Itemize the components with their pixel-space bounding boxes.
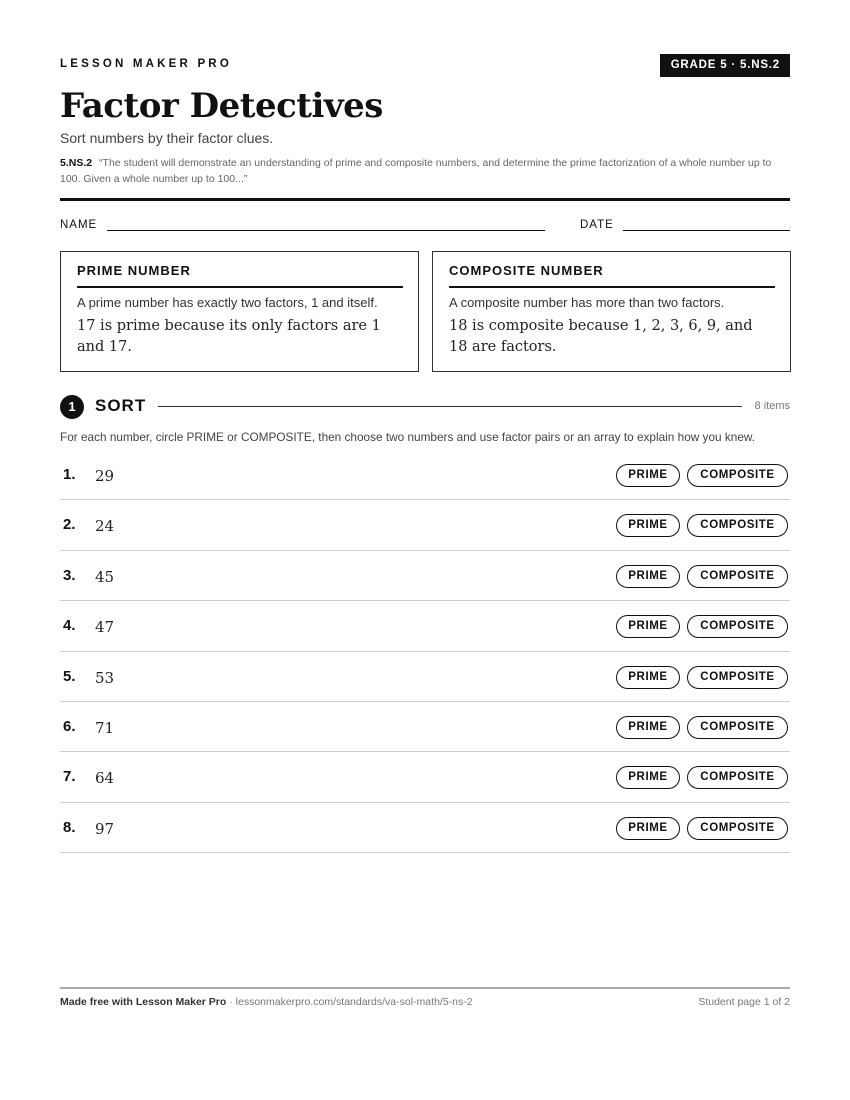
item-value: 47	[95, 618, 115, 637]
list-item	[60, 702, 790, 752]
item-number: 8.	[63, 818, 76, 836]
list-item	[60, 803, 790, 853]
prime-choice[interactable]: PRIME	[616, 666, 680, 689]
name-date-row	[60, 219, 790, 235]
footer-url[interactable]: lessonmakerpro.com/standards/va-sol-math/5-ns-2	[235, 996, 473, 1008]
item-value: 45	[95, 567, 115, 586]
definition-heading: PRIME NUMBER	[77, 263, 403, 288]
item-count: 8 items	[754, 400, 790, 412]
composite-choice[interactable]: COMPOSITE	[687, 565, 788, 588]
composite-definition-box	[432, 251, 791, 372]
composite-choice[interactable]: COMPOSITE	[687, 766, 788, 789]
prime-choice[interactable]: PRIME	[616, 464, 680, 487]
definition-text: A composite number has more than two factors.	[449, 295, 725, 310]
item-value: 71	[95, 718, 115, 737]
footer-page-info: Student page 1 of 2	[698, 996, 790, 1008]
list-item	[60, 551, 790, 601]
item-value: 53	[95, 668, 115, 687]
date-label: DATE	[580, 219, 614, 231]
standard-text: “The student will demonstrate an understanding of prime and composite numbers, and determine the prime factorization of a whole number up to 100. Given a whole number up to 100...”	[60, 157, 772, 185]
composite-choice[interactable]: COMPOSITE	[687, 716, 788, 739]
section-number-badge: 1	[60, 395, 84, 419]
footer-made-with: Made free with Lesson Maker Pro	[60, 996, 227, 1008]
item-number: 6.	[63, 717, 76, 735]
definition-heading: COMPOSITE NUMBER	[449, 263, 775, 288]
brand-name: LESSON MAKER PRO	[60, 58, 232, 70]
date-field[interactable]	[623, 230, 790, 231]
standard-description	[60, 155, 790, 187]
list-item	[60, 752, 790, 802]
list-item	[60, 601, 790, 651]
definition-example: 17 is prime because its only factors are 1 and 17.	[77, 318, 381, 355]
prime-choice[interactable]: PRIME	[616, 716, 680, 739]
standard-code: 5.NS.2	[60, 157, 93, 169]
section-rule	[158, 406, 742, 407]
definition-example: 18 is composite because 1, 2, 3, 6, 9, and 18 are factors.	[449, 318, 753, 355]
item-number: 2.	[63, 516, 76, 534]
list-item	[60, 450, 790, 500]
prime-definition-box	[60, 251, 419, 372]
composite-choice[interactable]: COMPOSITE	[687, 464, 788, 487]
list-item	[60, 652, 790, 702]
item-number: 4.	[63, 617, 76, 635]
item-value: 97	[95, 819, 115, 838]
list-item	[60, 500, 790, 550]
page-subtitle: Sort numbers by their factor clues.	[60, 130, 274, 146]
definition-text: A prime number has exactly two factors, 1 and itself.	[77, 295, 378, 310]
prime-choice[interactable]: PRIME	[616, 817, 680, 840]
composite-choice[interactable]: COMPOSITE	[687, 817, 788, 840]
prime-choice[interactable]: PRIME	[616, 766, 680, 789]
page-footer	[60, 987, 790, 1008]
grade-badge: GRADE 5 · 5.NS.2	[660, 54, 790, 77]
name-label: NAME	[60, 219, 98, 231]
page-title: Factor Detectives	[60, 86, 383, 126]
section-header	[60, 395, 790, 419]
footer-separator: ·	[226, 996, 236, 1008]
item-number: 1.	[63, 466, 76, 483]
item-value: 29	[95, 467, 115, 485]
top-bar	[60, 56, 790, 80]
item-number: 7.	[63, 768, 76, 786]
item-value: 64	[95, 769, 115, 788]
item-value: 24	[95, 517, 115, 536]
name-field[interactable]	[107, 230, 545, 231]
prime-choice[interactable]: PRIME	[616, 514, 680, 537]
prime-choice[interactable]: PRIME	[616, 565, 680, 588]
section-title: SORT	[95, 396, 147, 415]
composite-choice[interactable]: COMPOSITE	[687, 615, 788, 638]
item-list	[60, 450, 790, 853]
prime-choice[interactable]: PRIME	[616, 615, 680, 638]
section-instructions: For each number, circle PRIME or COMPOSITE, then choose two numbers and use factor pairs or an array to explain how you knew.	[60, 430, 756, 444]
composite-choice[interactable]: COMPOSITE	[687, 666, 788, 689]
composite-choice[interactable]: COMPOSITE	[687, 514, 788, 537]
item-number: 5.	[63, 667, 76, 685]
header-divider	[60, 198, 790, 201]
item-number: 3.	[63, 566, 76, 584]
